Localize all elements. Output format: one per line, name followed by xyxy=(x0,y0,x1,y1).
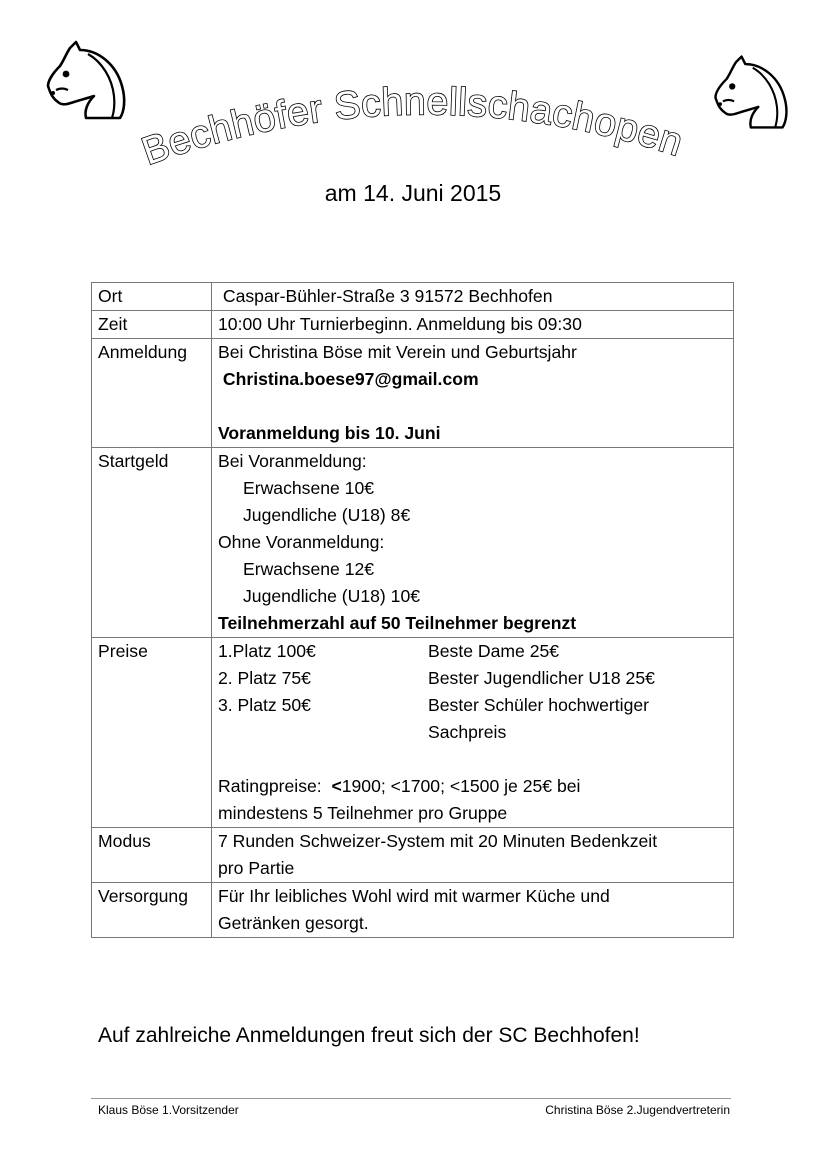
special-prize: Bester Jugendlicher U18 25€ xyxy=(428,668,655,688)
footer-right: Christina Böse 2.Jugendvertreterin xyxy=(545,1103,730,1117)
prize-place: 1.Platz 100€ xyxy=(218,641,316,661)
rating-prizes-condition: mindestens 5 Teilnehmer pro Gruppe xyxy=(218,803,508,823)
venue-address: Caspar-Bühler-Straße 3 91572 Bechhofen xyxy=(212,283,734,311)
fee-item: Erwachsene 10€ xyxy=(243,478,375,498)
special-prize: Sachpreis xyxy=(428,722,507,742)
prizes xyxy=(212,638,734,828)
fee-item: Jugendliche (U18) 8€ xyxy=(243,505,411,525)
special-prize: Bester Schüler hochwertiger xyxy=(428,695,650,715)
row-label: Startgeld xyxy=(92,448,212,638)
info-table xyxy=(91,282,734,938)
closing-message: Auf zahlreiche Anmeldungen freut sich der SC Bechhofen! xyxy=(98,1024,640,1047)
table-row xyxy=(92,448,734,638)
registration-text: Bei Christina Böse mit Verein und Geburtsjahr xyxy=(218,342,577,362)
participant-limit: Teilnehmerzahl auf 50 Teilnehmer begrenzt xyxy=(218,613,577,633)
table-row xyxy=(92,828,734,883)
fee-heading: Ohne Voranmeldung: xyxy=(218,532,385,552)
table-row xyxy=(92,283,734,311)
special-prize: Beste Dame 25€ xyxy=(428,641,560,661)
fee-item: Jugendliche (U18) 10€ xyxy=(243,586,421,606)
row-label: Ort xyxy=(92,283,212,311)
row-label: Preise xyxy=(92,638,212,828)
table-row xyxy=(92,311,734,339)
spacer xyxy=(218,393,727,420)
row-label: Anmeldung xyxy=(92,339,212,448)
prize-grid xyxy=(218,638,727,746)
table-row xyxy=(92,638,734,828)
footer-divider xyxy=(91,1098,731,1099)
tournament-mode: 7 Runden Schweizer-System mit 20 Minuten Bedenkzeit pro Partie xyxy=(212,828,734,883)
table-row xyxy=(92,339,734,448)
event-date: am 14. Juni 2015 xyxy=(324,180,502,206)
footer-left: Klaus Böse 1.Vorsitzender xyxy=(98,1103,239,1117)
start-time: 10:00 Uhr Turnierbeginn. Anmeldung bis 09:30 xyxy=(212,311,734,339)
table-row xyxy=(92,883,734,938)
fee-item: Erwachsene 12€ xyxy=(243,559,375,579)
catering: Für Ihr leibliches Wohl wird mit warmer Küche und Getränken gesorgt. xyxy=(212,883,734,938)
spacer xyxy=(218,746,727,773)
fee-heading: Bei Voranmeldung: xyxy=(218,451,367,471)
svg-text:Bechhöfer Schnellschachopen: Bechhöfer Schnellschachopen xyxy=(136,80,689,174)
prize-place: 3. Platz 50€ xyxy=(218,695,311,715)
registration-deadline: Voranmeldung bis 10. Juni xyxy=(218,423,441,443)
entry-fees xyxy=(212,448,734,638)
row-label: Modus xyxy=(92,828,212,883)
registration-info xyxy=(212,339,734,448)
registration-email[interactable]: Christina.boese97@gmail.com xyxy=(222,369,479,389)
row-label: Zeit xyxy=(92,311,212,339)
spacer xyxy=(218,719,428,746)
row-label: Versorgung xyxy=(92,883,212,938)
prize-place: 2. Platz 75€ xyxy=(218,668,311,688)
rating-prizes: Ratingpreise: <1900; <1700; <1500 je 25€ bei xyxy=(218,776,581,796)
